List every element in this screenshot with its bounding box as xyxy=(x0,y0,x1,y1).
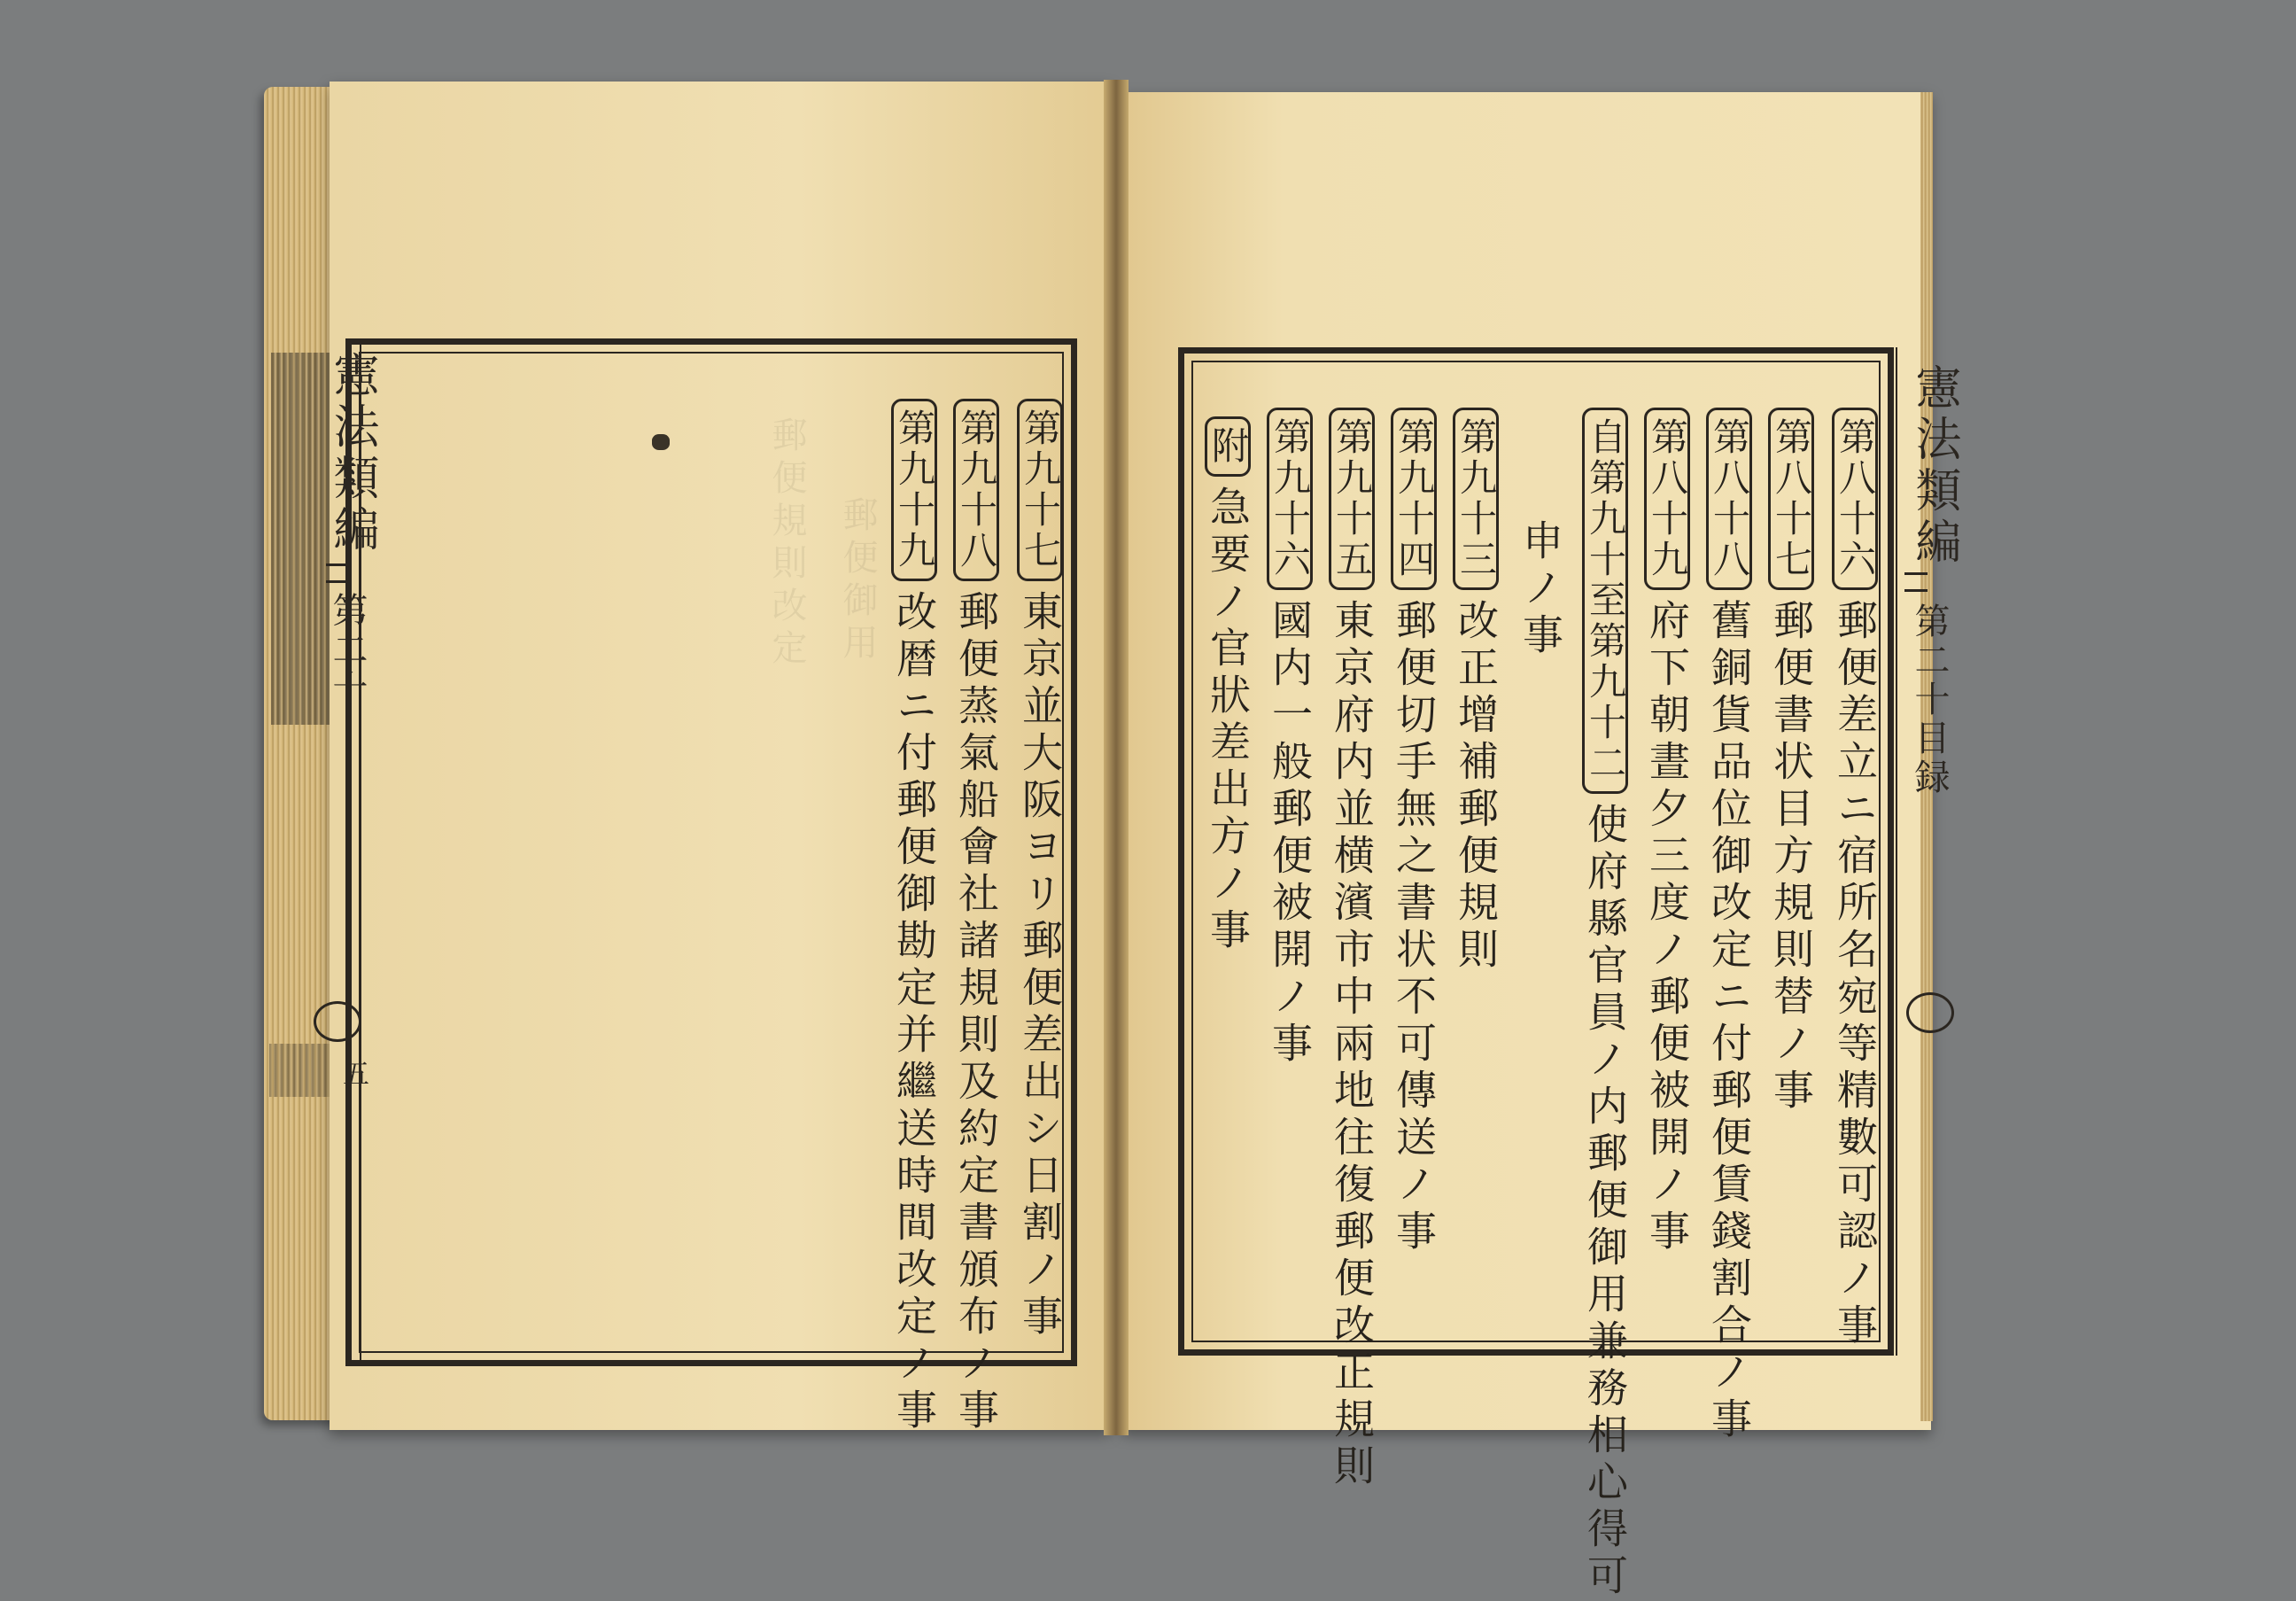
entry-95 xyxy=(1329,408,1375,1491)
left-spine-chapter: 第二十 xyxy=(327,592,368,709)
book-gutter xyxy=(1104,80,1129,1435)
right-spine-chapter: 第二十目録 xyxy=(1909,602,1950,797)
entry-text: 改暦ニ付郵便御勘定并繼送時間改定ノ事 xyxy=(890,590,938,1435)
page-circle-mark-right xyxy=(1906,992,1954,1033)
entry-text: 郵便差立ニ宿所名宛等精數可認ノ事 xyxy=(1831,599,1879,1350)
entry-number: 第九十五 xyxy=(1329,408,1375,590)
page-number: 五 xyxy=(337,1060,368,1086)
entry-number: 附 xyxy=(1205,416,1251,477)
entry-86 xyxy=(1832,408,1878,1350)
entry-97 xyxy=(1017,399,1063,1341)
entry-number: 自第九十至第九十二 xyxy=(1582,408,1628,794)
entry-appendix xyxy=(1205,416,1251,955)
fish-tail-mark-right xyxy=(1904,572,1928,592)
entry-90-92 xyxy=(1582,408,1628,1601)
entry-number: 第八十九 xyxy=(1644,408,1690,590)
entry-text: 郵便切手無之書状不可傳送ノ事 xyxy=(1390,599,1438,1256)
entry-99 xyxy=(891,399,937,1435)
right-spine-rule xyxy=(1896,347,1897,1356)
entry-93 xyxy=(1453,408,1499,975)
entry-number: 第九十八 xyxy=(953,399,999,581)
entry-98 xyxy=(953,399,999,1435)
entry-text: 急要ノ官狀差出方ノ事 xyxy=(1204,486,1252,955)
fish-tail-mark xyxy=(326,563,349,583)
entry-number: 第八十七 xyxy=(1768,408,1814,590)
show-through-ghost: 郵便規則改定 xyxy=(766,416,807,672)
entry-text: 東京府内並横濱市中兩地往復郵便改正規則 xyxy=(1328,599,1376,1491)
left-spine-title: 憲法類編 xyxy=(325,351,378,556)
edge-ink-marks-lower xyxy=(269,1044,335,1097)
entry-text: 使府縣官員ノ内郵便御用兼務相心得可 xyxy=(1581,803,1629,1601)
entry-number: 第九十三 xyxy=(1453,408,1499,590)
entry-text: 府下朝晝夕三度ノ郵便被開ノ事 xyxy=(1643,599,1691,1256)
entry-text: 國内一般郵便被開ノ事 xyxy=(1266,599,1314,1069)
entry-text: 舊銅貨品位御改定ニ付郵便賃錢割合ノ事 xyxy=(1705,599,1753,1444)
entry-number: 第九十六 xyxy=(1267,408,1313,590)
show-through-ghost-2: 郵便御用 xyxy=(837,496,878,666)
entry-96 xyxy=(1267,408,1313,1069)
entry-number: 第九十四 xyxy=(1391,408,1437,590)
entry-text: 郵便蒸氣船會社諸規則及約定書頒布ノ事 xyxy=(952,590,1000,1435)
entry-text: 東京並大阪ヨリ郵便差出シ日割ノ事 xyxy=(1016,590,1064,1341)
entry-89 xyxy=(1644,408,1690,1256)
entry-94 xyxy=(1391,408,1437,1256)
entry-text: 改正增補郵便規則 xyxy=(1452,599,1500,975)
entry-90-92-continuation: 申ノ事 xyxy=(1516,519,1564,660)
entry-87 xyxy=(1768,408,1814,1115)
entry-text: 郵便書状目方規則替ノ事 xyxy=(1767,599,1815,1115)
entry-number: 第八十八 xyxy=(1706,408,1752,590)
ink-spot xyxy=(652,434,670,450)
entry-number: 第八十六 xyxy=(1832,408,1878,590)
entry-number: 第九十九 xyxy=(891,399,937,581)
entry-number: 第九十七 xyxy=(1017,399,1063,581)
entry-88 xyxy=(1706,408,1752,1444)
page-circle-mark xyxy=(314,1001,361,1042)
right-spine-title: 憲法類編 xyxy=(1907,363,1960,569)
